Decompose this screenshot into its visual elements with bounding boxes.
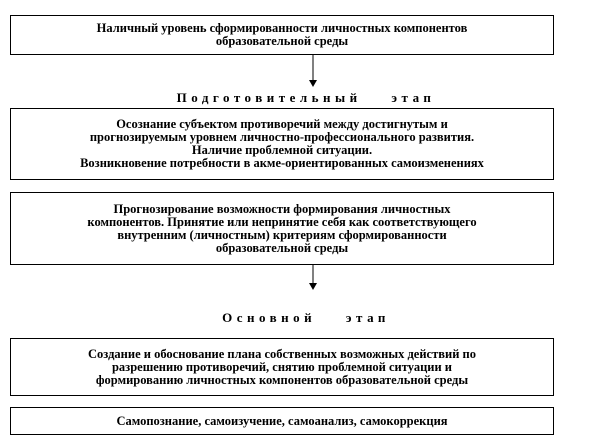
- box-current-level-line-2: образовательной среды: [215, 34, 349, 48]
- arrow-down-icon: [307, 55, 319, 88]
- box-awareness-line-3: Наличие проблемной ситуации.: [191, 143, 373, 157]
- box-awareness-line-2: прогнозируемым уровнем личностно-профессионального развития.: [89, 130, 475, 144]
- box-forecasting-line-4: образовательной среды: [215, 240, 349, 255]
- box-awareness-line-1: Осознание субъектом противоречий между достигнутым и: [116, 117, 448, 131]
- box-plan-line-1: Создание и обоснование плана собственных возможных действий по: [88, 346, 476, 361]
- box-plan: [10, 338, 554, 396]
- box-self-knowledge-line-1: Самопознание, самоизучение, самоанализ, самокоррекция: [116, 413, 448, 428]
- box-awareness-line-4: Возникновение потребности в акме-ориентированных самоизменениях: [80, 156, 484, 170]
- box-forecasting-line-2: компонентов. Принятие или непринятие себя как соответствующего: [87, 214, 477, 229]
- stage-main-label: Основной этап: [222, 310, 390, 325]
- box-awareness: [10, 108, 554, 180]
- box-self-knowledge: [10, 407, 554, 435]
- box-forecasting-line-3: внутренним (личностным) критериям сформированности: [117, 227, 447, 242]
- box-plan-line-2: разрешению противоречий, снятию проблемной ситуации и: [111, 359, 453, 374]
- box-current-level-line-1: Наличный уровень сформированности личностных компонентов: [96, 21, 468, 35]
- arrow-down-icon: [307, 265, 319, 291]
- box-forecasting: [10, 192, 554, 265]
- box-forecasting-line-1: Прогнозирование возможности формирования личностных: [113, 201, 451, 216]
- box-plan-line-3: формированию личностных компонентов образовательной среды: [95, 372, 469, 387]
- box-current-level: [10, 15, 554, 55]
- stage-preparatory-label: Подготовительный этап: [176, 90, 436, 105]
